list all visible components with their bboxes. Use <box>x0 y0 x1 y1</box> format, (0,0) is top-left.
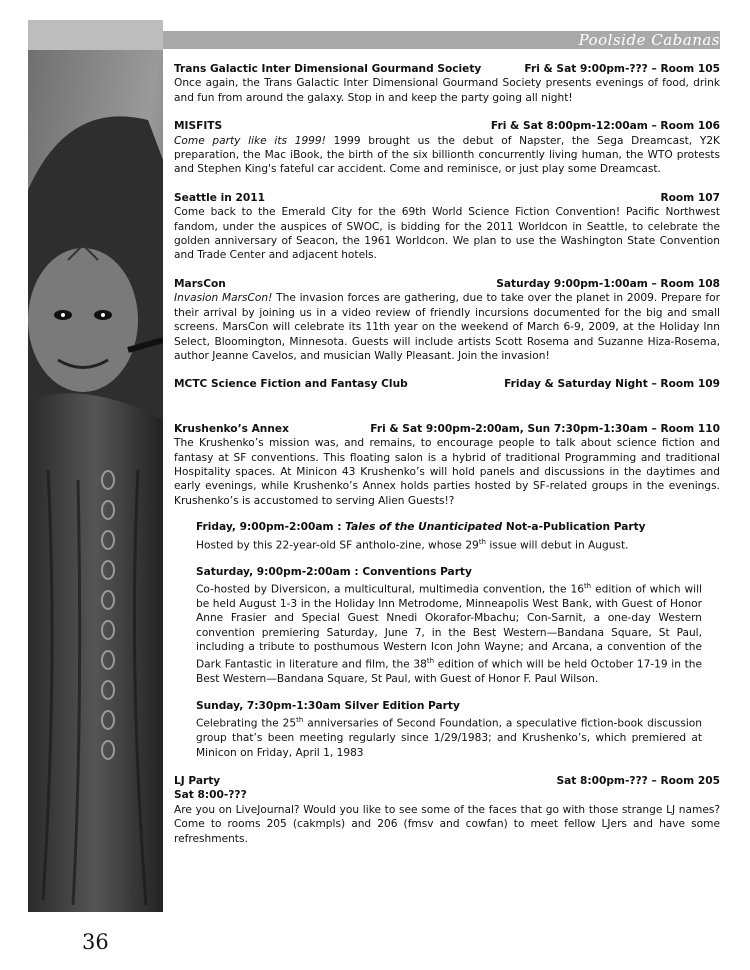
page-number: 36 <box>82 930 109 954</box>
sub-body-text: edition of which will be held August 1-3 in the Holiday Inn Metrodome, Minneapolis West Bank, with Guest of Honor Anne Frasier and Special Guest Nnedi Okorafor-Mbachu; Con-Sarnit, a one-day Western convention premiering Saturday, June 7, in the Best Western—Bandana Square, St Paul, including a tribute to posthumous Western Icon John Wayne; and Arcana, a convention of the Dark Fantastic in literature and film, the 38 <box>196 583 702 671</box>
party-title: MCTC Science Fiction and Fantasy Club <box>174 378 408 391</box>
party-time: Room 107 <box>660 191 720 204</box>
sub-event-title: Sunday, 7:30pm-1:30am Silver Edition Party <box>196 699 460 712</box>
sub-event-description <box>196 579 702 687</box>
party-body-text: The invasion forces are gathering, due to take over the planet in 2009. Prepare for their arrival by joining us in a video review of friendly incursions documented for the big and small screens. MarsCon will celebrate its 11th year on the weekend of March 6-9, 2009, at the Holiday Inn Select, Bloomington, Minnesota. Guests will include artists Scott Rosema and Suzanne Hiza-Rosema, author Jeanne Cavelos, and musician Wally Pleasant. Join the invasion! <box>174 292 720 362</box>
party-entry <box>174 774 720 846</box>
party-entry <box>174 191 720 263</box>
party-description: Come back to the Emerald City for the 69th World Science Fiction Convention! Pacific Northwest fandom, under the auspices of SWOC, is bidding for the 2011 Worldcon in Seattle, to celebrate the golden anniversary of Seacon, the 1961 Worldcon. We plan to use the Washington State Convention and Trade Center and adjacent hotels. <box>174 206 720 262</box>
ordinal-suffix: th <box>478 537 486 546</box>
party-title: Seattle in 2011 <box>174 191 265 204</box>
sub-event-description <box>196 713 702 760</box>
party-body-text: 1999 brought us the debut of Napster, the Sega Dreamcast, Y2K preparation, the Mac iBook, the birth of the six billionth concurrently living human, the WTO protests and Stephen King's fateful car accident. Come and reminisce, or just play some Dreamcast. <box>174 134 721 176</box>
party-title: Trans Galactic Inter Dimensional Gourmand Society <box>174 63 482 75</box>
sub-event-title: Saturday, 9:00pm-2:00am : Conventions Party <box>196 565 472 578</box>
alien-illustration <box>28 20 163 912</box>
sub-body-text: Co-hosted by Diversicon, a multicultural, multimedia convention, the 16 <box>196 583 584 596</box>
sub-event-description <box>196 535 702 553</box>
sub-body-text: issue will debut in August. <box>486 539 629 552</box>
ordinal-suffix: th <box>426 657 435 666</box>
party-time: Fri & Sat 9:00pm-2:00am, Sun 7:30pm-1:30am – Room 110 <box>370 422 720 435</box>
party-entry <box>174 277 720 363</box>
subsection-title: Poolside Cabanas <box>578 31 720 49</box>
party-entry <box>174 422 720 760</box>
party-entry <box>174 377 720 391</box>
party-description <box>174 291 720 363</box>
party-description: Once again, the Trans Galactic Inter Dimensional Gourmand Society presents evenings of food, drink and fun from around the galaxy. Stop in and keep the party going all night! <box>174 77 720 104</box>
sub-event-title <box>196 520 702 534</box>
publication-title: Tales of the Unanticipated <box>345 521 503 534</box>
sub-body-text: Hosted by this 22-year-old SF antholo-zine, whose 29 <box>196 539 479 552</box>
sub-body-text: Celebrating the 25 <box>196 717 297 730</box>
party-time: Saturday 9:00pm-1:00am – Room 108 <box>496 277 720 290</box>
party-title: MISFITS <box>174 120 223 133</box>
party-time: Sat 8:00pm-??? – Room 205 <box>556 774 720 787</box>
party-description: Are you on LiveJournal? Would you like to see some of the faces that go with those strange LJ names? Come to rooms 205 (cakmpls) and 206 (fmsv and cowfan) to meet fellow LJers and have some refreshments. <box>174 803 720 845</box>
party-description <box>174 134 720 177</box>
party-title: LJ Party <box>174 774 221 787</box>
party-time: Fri & Sat 8:00pm-12:00am – Room 106 <box>490 120 720 133</box>
party-entry <box>174 62 720 105</box>
sub-event <box>196 520 702 552</box>
party-time: Friday & Saturday Night – Room 109 <box>504 378 720 391</box>
sub-event <box>196 699 702 760</box>
sub-title-text: Friday, 9:00pm-2:00am : <box>196 521 346 534</box>
sub-title-text: Not-a-Publication Party <box>502 521 646 534</box>
party-subtitle: Sat 8:00-??? <box>174 789 247 802</box>
party-title: Krushenko’s Annex <box>174 422 289 435</box>
party-lead: Come party like its 1999! <box>174 134 326 147</box>
party-entry <box>174 119 720 177</box>
sub-body-text: edition of which will be held October 17-19 in the Best Western—Bandana Square, St Paul, with Guest of Honor F. Paul Wilson. <box>196 659 702 686</box>
party-time: Fri & Sat 9:00pm-??? – Room 105 <box>524 63 720 75</box>
sub-event <box>196 565 702 687</box>
party-lead: Invasion MarsCon! <box>174 292 273 305</box>
ordinal-suffix: th <box>583 581 592 590</box>
sub-body-text: anniversaries of Second Foundation, a speculative fiction-book discussion group that’s been meeting regularly since 1/29/1983; and Krushenko’s, which premiered at Minicon on Friday, April 1, 1983 <box>196 717 702 759</box>
ordinal-suffix: th <box>296 716 304 725</box>
party-listings <box>174 62 720 860</box>
party-description: The Krushenko’s mission was, and remains, to encourage people to talk about science fiction and fantasy at SF conventions. This floating salon is a hybrid of traditional Programming and traditional Hospitality spaces. At Minicon 43 Krushenko’s will hold panels and discussions in the daytimes and early evenings, while Krushenko’s Annex holds parties hosted by SF-related groups in the evenings. Krushenko’s is accustomed to serving Alien Guests!? <box>174 437 720 507</box>
party-title: MarsCon <box>174 277 226 290</box>
